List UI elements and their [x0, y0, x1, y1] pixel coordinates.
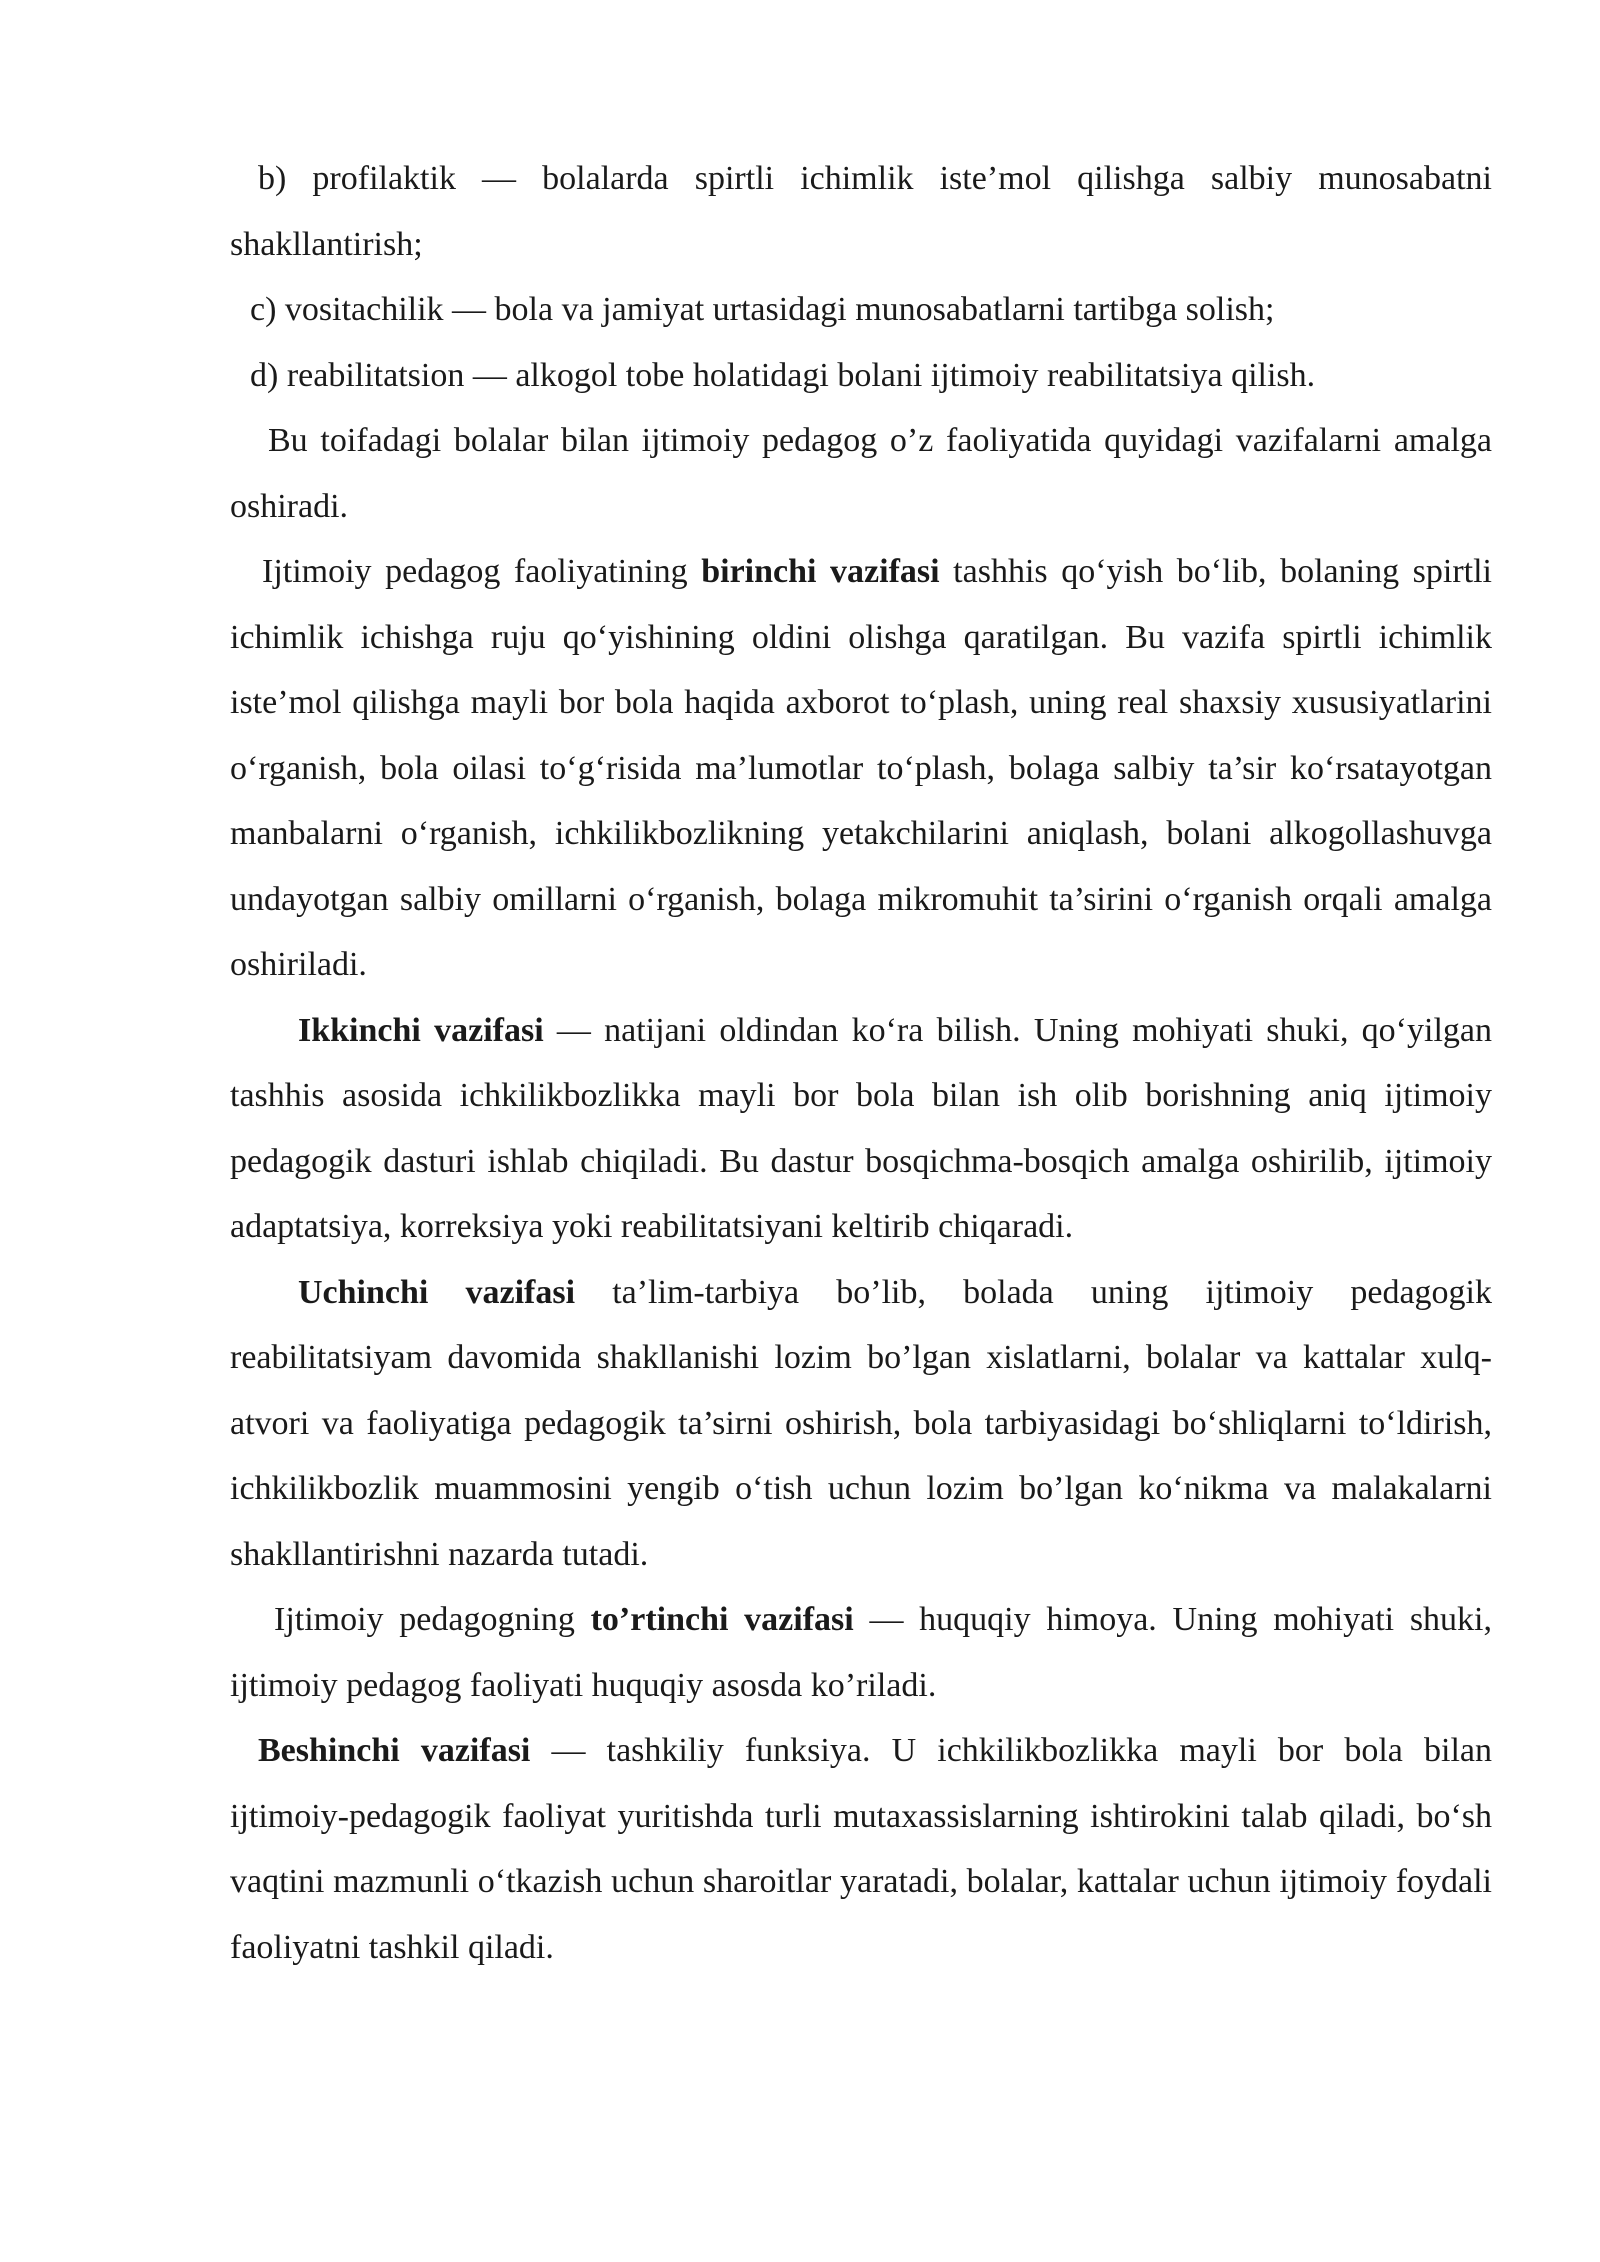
bold-term: Ikkinchi vazifasi	[298, 1011, 544, 1049]
paragraph-profilaktik	[230, 146, 1492, 277]
bold-term: birinchi vazifasi	[701, 553, 940, 590]
paragraph-intro-tasks	[230, 408, 1492, 539]
paragraph-first-task	[230, 539, 1492, 998]
bold-term: to’rtinchi vazifasi	[590, 1601, 854, 1638]
paragraph-text-before: Ijtimoiy pedagogning	[274, 1601, 591, 1638]
paragraph-text-after: tashhis qo‘yish bo‘lib, bolaning spirtli ichimlik ichishga ruju qo‘yishining oldini olishga qaratilgan. Bu vazifa spirtli ichimlik iste’mol qilishga mayli bor bola haqida axborot to‘plash, uning real shaxsiy xususiyatlarini o‘rganish, bola oilasi to‘g‘risida ma’lumotlar to‘plash, bolaga salbiy ta’sir ko‘rsatayotgan manbalarni o‘rganish, ichkilikbozlikning yetakchilarini aniqlash, bolani alkogollashuvga undayotgan salbiy omillarni o‘rganish, bolaga mikromuhit ta’sirini o‘rganish orqali amalga oshiriladi.	[230, 553, 1492, 983]
bold-term: Uchinchi vazifasi	[298, 1273, 576, 1311]
document-page	[230, 146, 1492, 1980]
bold-term: Beshinchi vazifasi	[258, 1732, 531, 1769]
paragraph-text: c) vositachilik — bola va jamiyat urtasidagi munosabatlarni tartibga solish;	[250, 291, 1275, 328]
paragraph-text-after: — tashkiliy funksiya. U ichkilikbozlikka mayli bor bola bilan ijtimoiy-pedagogik faoliyat yuritishda turli mutaxassislarning ishtirokini talab qiladi, bo‘sh vaqtini mazmunli o‘tkazish uchun sharoitlar yaratadi, bolalar, kattalar uchun ijtimoiy foydali faoliyatni tashkil qiladi.	[230, 1732, 1492, 1966]
paragraph-text: b) profilaktik — bolalarda spirtli ichimlik iste’mol qilishga salbiy munosabatni shakllantirish;	[230, 160, 1492, 263]
paragraph-text-after: ta’lim-tarbiya bo’lib, bolada uning ijtimoiy pedagogik reabilitatsiyam davomida shakllanishi lozim bo’lgan xislatlarni, bolalar va kattalar xulq-atvori va faoliyatiga pedagogik ta’sirni oshirish, bola tarbiyasidagi bo‘shliqlarni to‘ldirish, ichkilikbozlik muammosini yengib o‘tish uchun lozim bo’lgan ko‘nikma va malakalarni shakllantirishni nazarda tutadi.	[230, 1273, 1492, 1573]
paragraph-fourth-task	[230, 1587, 1492, 1718]
paragraph-text-before: Ijtimoiy pedagog faoliyatining	[262, 553, 702, 590]
paragraph-vositachilik	[230, 277, 1492, 343]
paragraph-text-after: — natijani oldindan ko‘ra bilish. Uning mohiyati shuki, qo‘yilgan tashhis asosida ichkilikbozlikka mayli bor bola bilan ish olib borishning aniq ijtimoiy pedagogik dasturi ishlab chiqiladi. Bu dastur bosqichma-bosqich amalga oshirilib, ijtimoiy adaptatsiya, korreksiya yoki reabilitatsiyani keltirib chiqaradi.	[230, 1011, 1492, 1245]
paragraph-text: Bu toifadagi bolalar bilan ijtimoiy pedagog o’z faoliyatida quyidagi vazifalarni amalga oshiradi.	[230, 422, 1492, 525]
paragraph-reabilitatsion	[230, 343, 1492, 409]
paragraph-third-task	[230, 1260, 1492, 1588]
paragraph-second-task	[230, 998, 1492, 1260]
paragraph-text-after: — huquqiy himoya. Uning mohiyati shuki, ijtimoiy pedagog faoliyati huquqiy asosda ko’riladi.	[230, 1601, 1492, 1704]
paragraph-text: d) reabilitatsion — alkogol tobe holatidagi bolani ijtimoiy reabilitatsiya qilish.	[250, 356, 1316, 394]
paragraph-fifth-task	[230, 1718, 1492, 1980]
